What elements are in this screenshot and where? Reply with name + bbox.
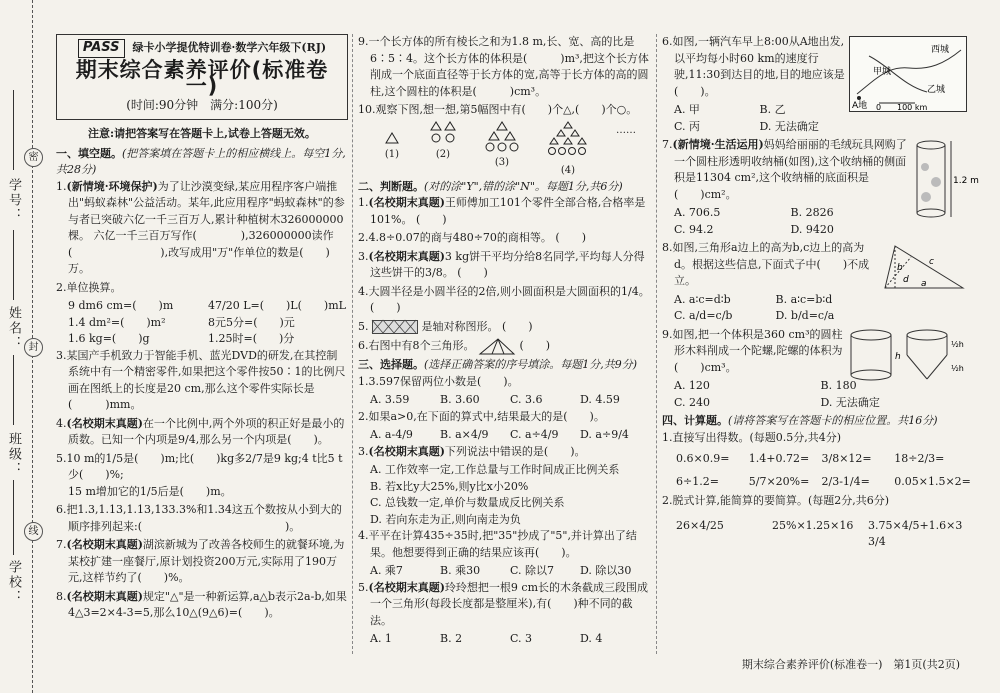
map-label-yi: 乙城 <box>927 85 946 95</box>
question: 9.如图,把一个体积是360 cm³的圆柱形木料削成一个陀螺,陀螺的体积为( )cm³。 <box>662 327 843 374</box>
question: 2.单位换算。 <box>56 280 122 294</box>
triangle-heights-figure <box>881 242 967 292</box>
calc-item: 1.4+0.72= <box>748 452 810 465</box>
calc-item: 26×4/25 <box>676 518 724 532</box>
cylinder-top-figure <box>847 327 967 385</box>
calc-item: 0.05×1.5×2= <box>894 474 971 488</box>
question: 10.观察下图,想一想,第5幅图中有( )个△,( )个○。 <box>358 103 638 116</box>
exam-title: 期末综合素养评价(标准卷一) <box>75 57 329 98</box>
pattern-icon <box>382 121 402 145</box>
unit-conversions: 9 dm6 cm=( )m 47/20 L=( )L( )mL 1.4 dm²=( )m² 8元5分=( )元 1.6 kg=( )g 1.25时=( )分 <box>68 299 346 345</box>
question: 8.如图,三角形a边上的高为b,c边上的高为d。根据这些信息,下面式子中( )不成立。 <box>662 241 870 287</box>
pattern-figure-3: (3) <box>484 121 520 177</box>
options: A. 706.5 B. 2826 C. 94.2 D. 9420 <box>674 206 834 236</box>
pattern-icon <box>546 121 590 161</box>
map-label-west: 西城 <box>931 45 950 55</box>
judge-item: 1.(名校期末真题)王师傅加工101个零件全部合格,合格率是101%。 ( ) <box>358 196 646 226</box>
option: B. 若x比y大25%,则y比x小20% <box>370 479 529 493</box>
calc-item: 3/8×12= <box>821 452 872 465</box>
question: 3.(名校期末真题)下列说法中错误的是( )。 <box>358 444 586 458</box>
binding-margin <box>0 0 52 693</box>
section-title: 四、计算题。(请将答案写在答题卡的相应位置。共16分) <box>662 414 938 427</box>
map-label-a: A地 <box>852 101 868 111</box>
class-line <box>13 355 14 425</box>
page-footer: 期末综合素养评价(标准卷一) 第1页(共2页) <box>741 658 960 671</box>
question: 9.一个长方体的所有棱长之和为1.8 m,长、宽、高的比是6∶5∶4。这个长方体的体积是( )m³,把这个长方体削成一个底面直径等于长方体的宽,高等于长方体的高的圆柱,这个圆柱的体积是( )cm³。 <box>358 35 649 98</box>
svg-text:c: c <box>929 257 934 267</box>
bucket-height-label: 1.2 m <box>953 176 979 186</box>
judge-item: 2.4.8÷0.07的商与480÷70的商相等。 ( ) <box>358 231 587 244</box>
pattern-icon <box>484 121 520 153</box>
calc-item: 18÷2/3= <box>894 452 945 465</box>
column-1 <box>56 34 348 624</box>
step-calc-items <box>676 512 967 557</box>
svg-text:d: d <box>903 275 909 285</box>
calc-item: 5/7×20%= <box>748 474 810 488</box>
section-title: 一、填空题。(把答案填在答题卡上的相应横线上。每空1分,共28分) <box>56 146 346 176</box>
school-line <box>13 480 14 555</box>
option: C. 总钱数一定,单价与数量成反比例关系 <box>370 496 565 509</box>
pattern-figure-4: (4) <box>546 121 590 177</box>
name-line <box>13 230 14 300</box>
school-label: 学校： <box>6 560 21 605</box>
storage-bucket-figure <box>911 137 979 221</box>
question: 7.(名校期末真题)湖滨新城为了改善各校师生的就餐环境,为某校扩建一座餐厅,原计划投资200万元,实际用了190万元,这样节约了( )%。 <box>56 538 345 584</box>
question: 6.如图,一辆汽车早上8:00从A地出发,以平均每小时60 km的速度行驶,11:30到达目的地,目的地应该是( )。 <box>662 35 845 98</box>
svg-text:½h: ½h <box>951 339 964 349</box>
calc-item: 6÷1.2= <box>676 474 719 488</box>
options: A. a-4/9 B. a×4/9 C. a÷4/9 D. a÷9/4 <box>370 428 629 441</box>
column-2 <box>358 34 650 648</box>
pattern-strip-icon <box>372 320 418 334</box>
pass-logo: PASS <box>78 39 125 58</box>
options: A. a∶c=d∶b B. a∶c=b∶d C. a/d=c/b D. b/d=c/a <box>674 292 835 322</box>
column-3 <box>662 34 979 557</box>
svg-text:½h: ½h <box>951 363 964 373</box>
triangle-figure <box>478 337 516 355</box>
judge-item: 5. 是轴对称图形。 ( ) <box>358 319 533 333</box>
seal-mark: 封 <box>24 338 43 357</box>
question-6-block <box>662 34 967 135</box>
pattern-figure-2: (2) <box>428 121 458 177</box>
series-title: 绿卡小学提优特训卷·数学六年级下(RJ) <box>132 41 327 54</box>
question: 3.某国产手机致力于智能手机、蓝光DVD的研发,在其控制系统中有一个精密零件,如果把这个零件按50∶1的比例尺画在图纸上的长度是20 cm,那么这个零件实际长是( )mm。 <box>56 348 346 411</box>
option: D. 若向东走为正,则向南走为负 <box>370 512 521 526</box>
calc-item: 3.75×4/5+1.6×3 3/4 <box>868 518 963 548</box>
question: 2.如果a>0,在下面的算式中,结果最大的是( )。 <box>358 409 605 423</box>
question-7-block <box>662 137 979 238</box>
notice: 注意:请把答案写在答题卡上,试卷上答题无效。 <box>88 127 316 140</box>
exam-info: (时间:90分钟 满分:100分) <box>126 97 278 112</box>
question: 4.(名校期末真题)在一个比例中,两个外项的积正好是最小的质数。已知一个内项是9/4,那么另一个内项是( )。 <box>56 416 345 446</box>
option: A. 工作效率一定,工作总量与工作时间成正比例关系 <box>370 463 620 476</box>
judge-item: 4.大圆半径是小圆半径的2倍,则小圆面积是大圆面积的1/4。 ( ) <box>358 284 650 314</box>
map-scale-label: 100 km <box>897 103 928 112</box>
calc-item: 2/3-1/4= <box>821 474 870 488</box>
oral-calc-items <box>676 448 971 493</box>
calc-item: 0.6×0.9= <box>676 452 730 465</box>
judge-item: 6.右图中有8个三角形。 ( ) <box>358 337 650 355</box>
question: 4.平平在计算435÷35时,把"35"抄成了"5",并计算出了结果。他想要得到正确的结果应该再( )。 <box>358 529 637 559</box>
question: 5.10 m的1/5是( )m;比( )kg多2/7是9 kg;4 t比5 t少( )%; 15 m增加它的1/5后是( )m。 <box>56 451 343 498</box>
question: 6.把1.3,1.13,1.13,133.3%和1.34这五个数按从小到大的顺序排列起来:( )。 <box>56 503 342 533</box>
options: A. 3.59 B. 3.60 C. 3.6 D. 4.59 <box>370 393 620 406</box>
student-id-label: 学号： <box>6 178 21 223</box>
section-title: 二、判断题。(对的涂"Y",错的涂"N"。每题1分,共6分) <box>358 179 623 193</box>
column-divider <box>656 34 657 654</box>
class-label: 班级： <box>6 432 21 477</box>
pattern-icon <box>428 121 458 145</box>
question-8-block <box>662 240 967 325</box>
question: 1.(新情境·环境保护)为了让沙漠变绿,某应用程序客户端推出"蚂蚁森林"公益活动。某年,此应用程序"蚂蚁森林"的参与者已突破六亿一千三百万人,累计种植树木326000000棵。 六亿一千三百万写作( ),326000000读作( ),改写成用"万"作单位的数是( )万。 <box>56 179 345 275</box>
svg-text:h: h <box>895 351 901 362</box>
map-scale-zero: 0 <box>876 103 882 112</box>
name-label: 姓名： <box>6 306 21 351</box>
question: 2.脱式计算,能简算的要简算。(每题2分,共6分) <box>662 494 890 507</box>
column-divider <box>352 34 353 654</box>
options: A. 乘7 B. 乘30 C. 除以7 D. 除以30 <box>370 564 632 577</box>
svg-text:b: b <box>897 263 903 273</box>
seal-mark: 线 <box>24 522 43 541</box>
pattern-figures <box>382 121 650 177</box>
section-title: 三、选择题。(选择正确答案的序号填涂。每题1分,共9分) <box>358 358 638 371</box>
exam-header <box>56 34 348 120</box>
options: A. 甲 B. 乙 C. 丙 D. 无法确定 <box>674 103 819 133</box>
question-9-block <box>662 327 967 412</box>
judge-item: 3.(名校期末真题)3 kg饼干平均分给8名同学,平均每人分得这些饼干的3/8。 ( ) <box>358 249 645 279</box>
map-label-jia: 甲城 <box>873 67 892 77</box>
seal-mark: 密 <box>24 148 43 167</box>
options: A. 1 B. 2 C. 3 D. 4 <box>370 632 603 645</box>
question: 5.(名校期末真题)玲玲想把一根9 cm长的木条截成三段围成一个三角形(每段长度都是整厘米),有( )种不同的截法。 <box>358 580 649 627</box>
question: 8.(名校期末真题)规定"△"是一种新运算,a△b表示2a-b,如果4△3=2×4-3=5,那么10△(9△6)=( )。 <box>56 589 347 619</box>
route-map-figure <box>849 36 967 112</box>
question: 7.(新情境·生活运用)妈妈给丽丽的毛绒玩具网购了一个圆柱形透明收纳桶(如图),这个收纳桶的侧面积是11304 cm²,这个收纳桶的底面积是( )cm²。 <box>662 138 907 201</box>
question: 1.直接写出得数。(每题0.5分,共4分) <box>662 430 842 444</box>
student-id-line <box>13 90 14 170</box>
pattern-figure-1: (1) <box>382 121 402 177</box>
options: A. 120 B. 180 C. 240 D. 无法确定 <box>674 379 880 409</box>
question: 1.3.597保留两位小数是( )。 <box>358 374 519 388</box>
svg-text:a: a <box>921 279 927 289</box>
calc-item: 25%×1.25×16 <box>772 518 854 532</box>
pattern-ellipsis: …… <box>616 124 636 136</box>
